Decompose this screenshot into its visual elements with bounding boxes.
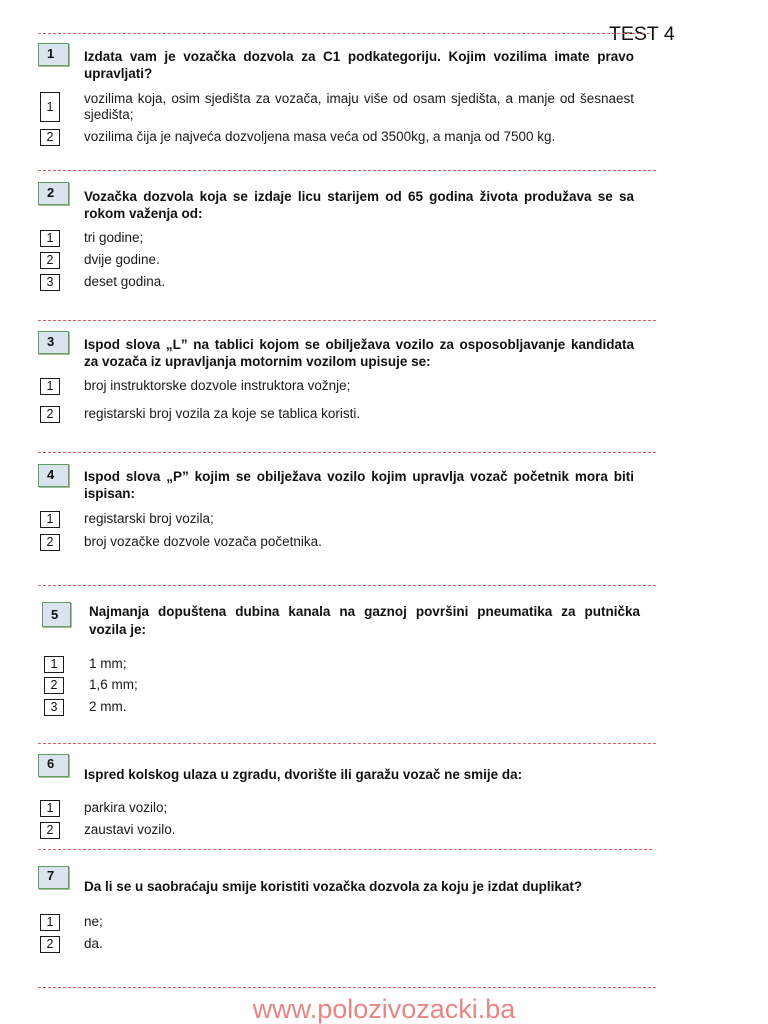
question-text-line: Izdata vam je vozačka dozvola za C1 podkategoriju. Kojim vozilima imate pravo [84, 49, 634, 64]
separator-line [38, 320, 656, 321]
answer-text: 1 mm; [89, 656, 127, 671]
answer-text: parkira vozilo; [84, 800, 168, 815]
answer-number-box: 1 [40, 511, 60, 528]
answer-number-box: 3 [40, 274, 60, 291]
answer-text: dvije godine. [84, 252, 160, 267]
answer-text: vozilima koja, osim sjedišta za vozača, imaju više od osam sjedišta, a manje od šesnaest [84, 91, 634, 106]
question-text-line: Ispod slova „L” na tablici kojom se obilježava vozilo za osposobljavanje kandidata [84, 337, 634, 352]
separator-line [38, 33, 650, 34]
answer-number-box: 1 [40, 92, 60, 122]
question-number: 7 [47, 868, 55, 883]
question-number-badge [42, 602, 71, 627]
answer-number-box: 1 [40, 230, 60, 247]
question-number-badge [38, 331, 69, 354]
separator-line [38, 170, 656, 171]
footer-website: www.polozivozacki.ba [252, 994, 516, 1024]
answer-number-box: 1 [40, 800, 60, 817]
question-text-line: ispisan: [84, 486, 136, 501]
answer-number-box: 2 [40, 936, 60, 953]
answer-text: da. [84, 936, 103, 951]
question-text-line: vozila je: [89, 622, 147, 637]
question-text-line: upravljati? [84, 66, 153, 81]
answer-number-box: 3 [44, 699, 64, 716]
answer-text: vozilima čija je najveća dozvoljena masa veća od 3500kg, a manja od 7500 kg. [84, 129, 556, 144]
question-number: 6 [47, 756, 55, 771]
answer-text: registarski broj vozila; [84, 511, 214, 526]
question-number: 3 [47, 334, 55, 349]
answer-text: 1,6 mm; [89, 677, 138, 692]
question-text-line: Da li se u saobraćaju smije koristiti vozačka dozvola za koju je izdat duplikat? [84, 879, 583, 894]
separator-line [38, 987, 656, 988]
answer-number-box: 2 [40, 252, 60, 269]
separator-line [38, 849, 652, 850]
question-number: 5 [51, 607, 59, 622]
question-text-line: za vozača iz upravljanja motornim vozilom upisuje se: [84, 354, 431, 369]
question-number-badge [38, 754, 69, 777]
answer-number-box: 1 [40, 378, 60, 395]
test-title: TEST 4 [609, 23, 675, 45]
answer-text: deset godina. [84, 274, 166, 289]
question-text-line: rokom važenja od: [84, 206, 203, 221]
separator-line [38, 585, 656, 586]
question-text-line: Ispred kolskog ulaza u zgradu, dvorište ili garažu vozač ne smije da: [84, 767, 523, 782]
question-number-badge [38, 866, 69, 889]
question-text-line: Vozačka dozvola koja se izdaje licu starijem od 65 godina života produžava se sa [84, 189, 634, 204]
answer-text: 2 mm. [89, 699, 127, 714]
question-number: 2 [47, 185, 55, 200]
answer-text: ne; [84, 914, 103, 929]
answer-number-box: 2 [40, 406, 60, 423]
answer-text: tri godine; [84, 230, 144, 245]
answer-number-box: 1 [40, 914, 60, 931]
answer-text: broj instruktorske dozvole instruktora vožnje; [84, 378, 351, 393]
question-number-badge [38, 182, 69, 205]
question-number-badge [38, 43, 69, 66]
question-number: 1 [47, 46, 55, 61]
separator-line [38, 743, 656, 744]
question-text-line: Ispod slova „P” kojim se obilježava vozilo kojim upravlja vozač početnik mora biti [84, 469, 634, 484]
question-number-badge [38, 464, 69, 487]
answer-number-box: 2 [44, 677, 64, 694]
question-number: 4 [47, 467, 55, 482]
answer-text: sjedišta; [84, 107, 134, 122]
answer-text: broj vozačke dozvole vozača početnika. [84, 534, 322, 549]
answer-text: registarski broj vozila za koje se tablica koristi. [84, 406, 361, 421]
answer-number-box: 1 [44, 656, 64, 673]
answer-number-box: 2 [40, 534, 60, 551]
answer-number-box: 2 [40, 822, 60, 839]
separator-line [38, 452, 656, 453]
question-text-line: Najmanja dopuštena dubina kanala na gaznoj površini pneumatika za putnička [89, 604, 640, 619]
answer-number-box: 2 [40, 129, 60, 146]
answer-text: zaustavi vozilo. [84, 822, 176, 837]
